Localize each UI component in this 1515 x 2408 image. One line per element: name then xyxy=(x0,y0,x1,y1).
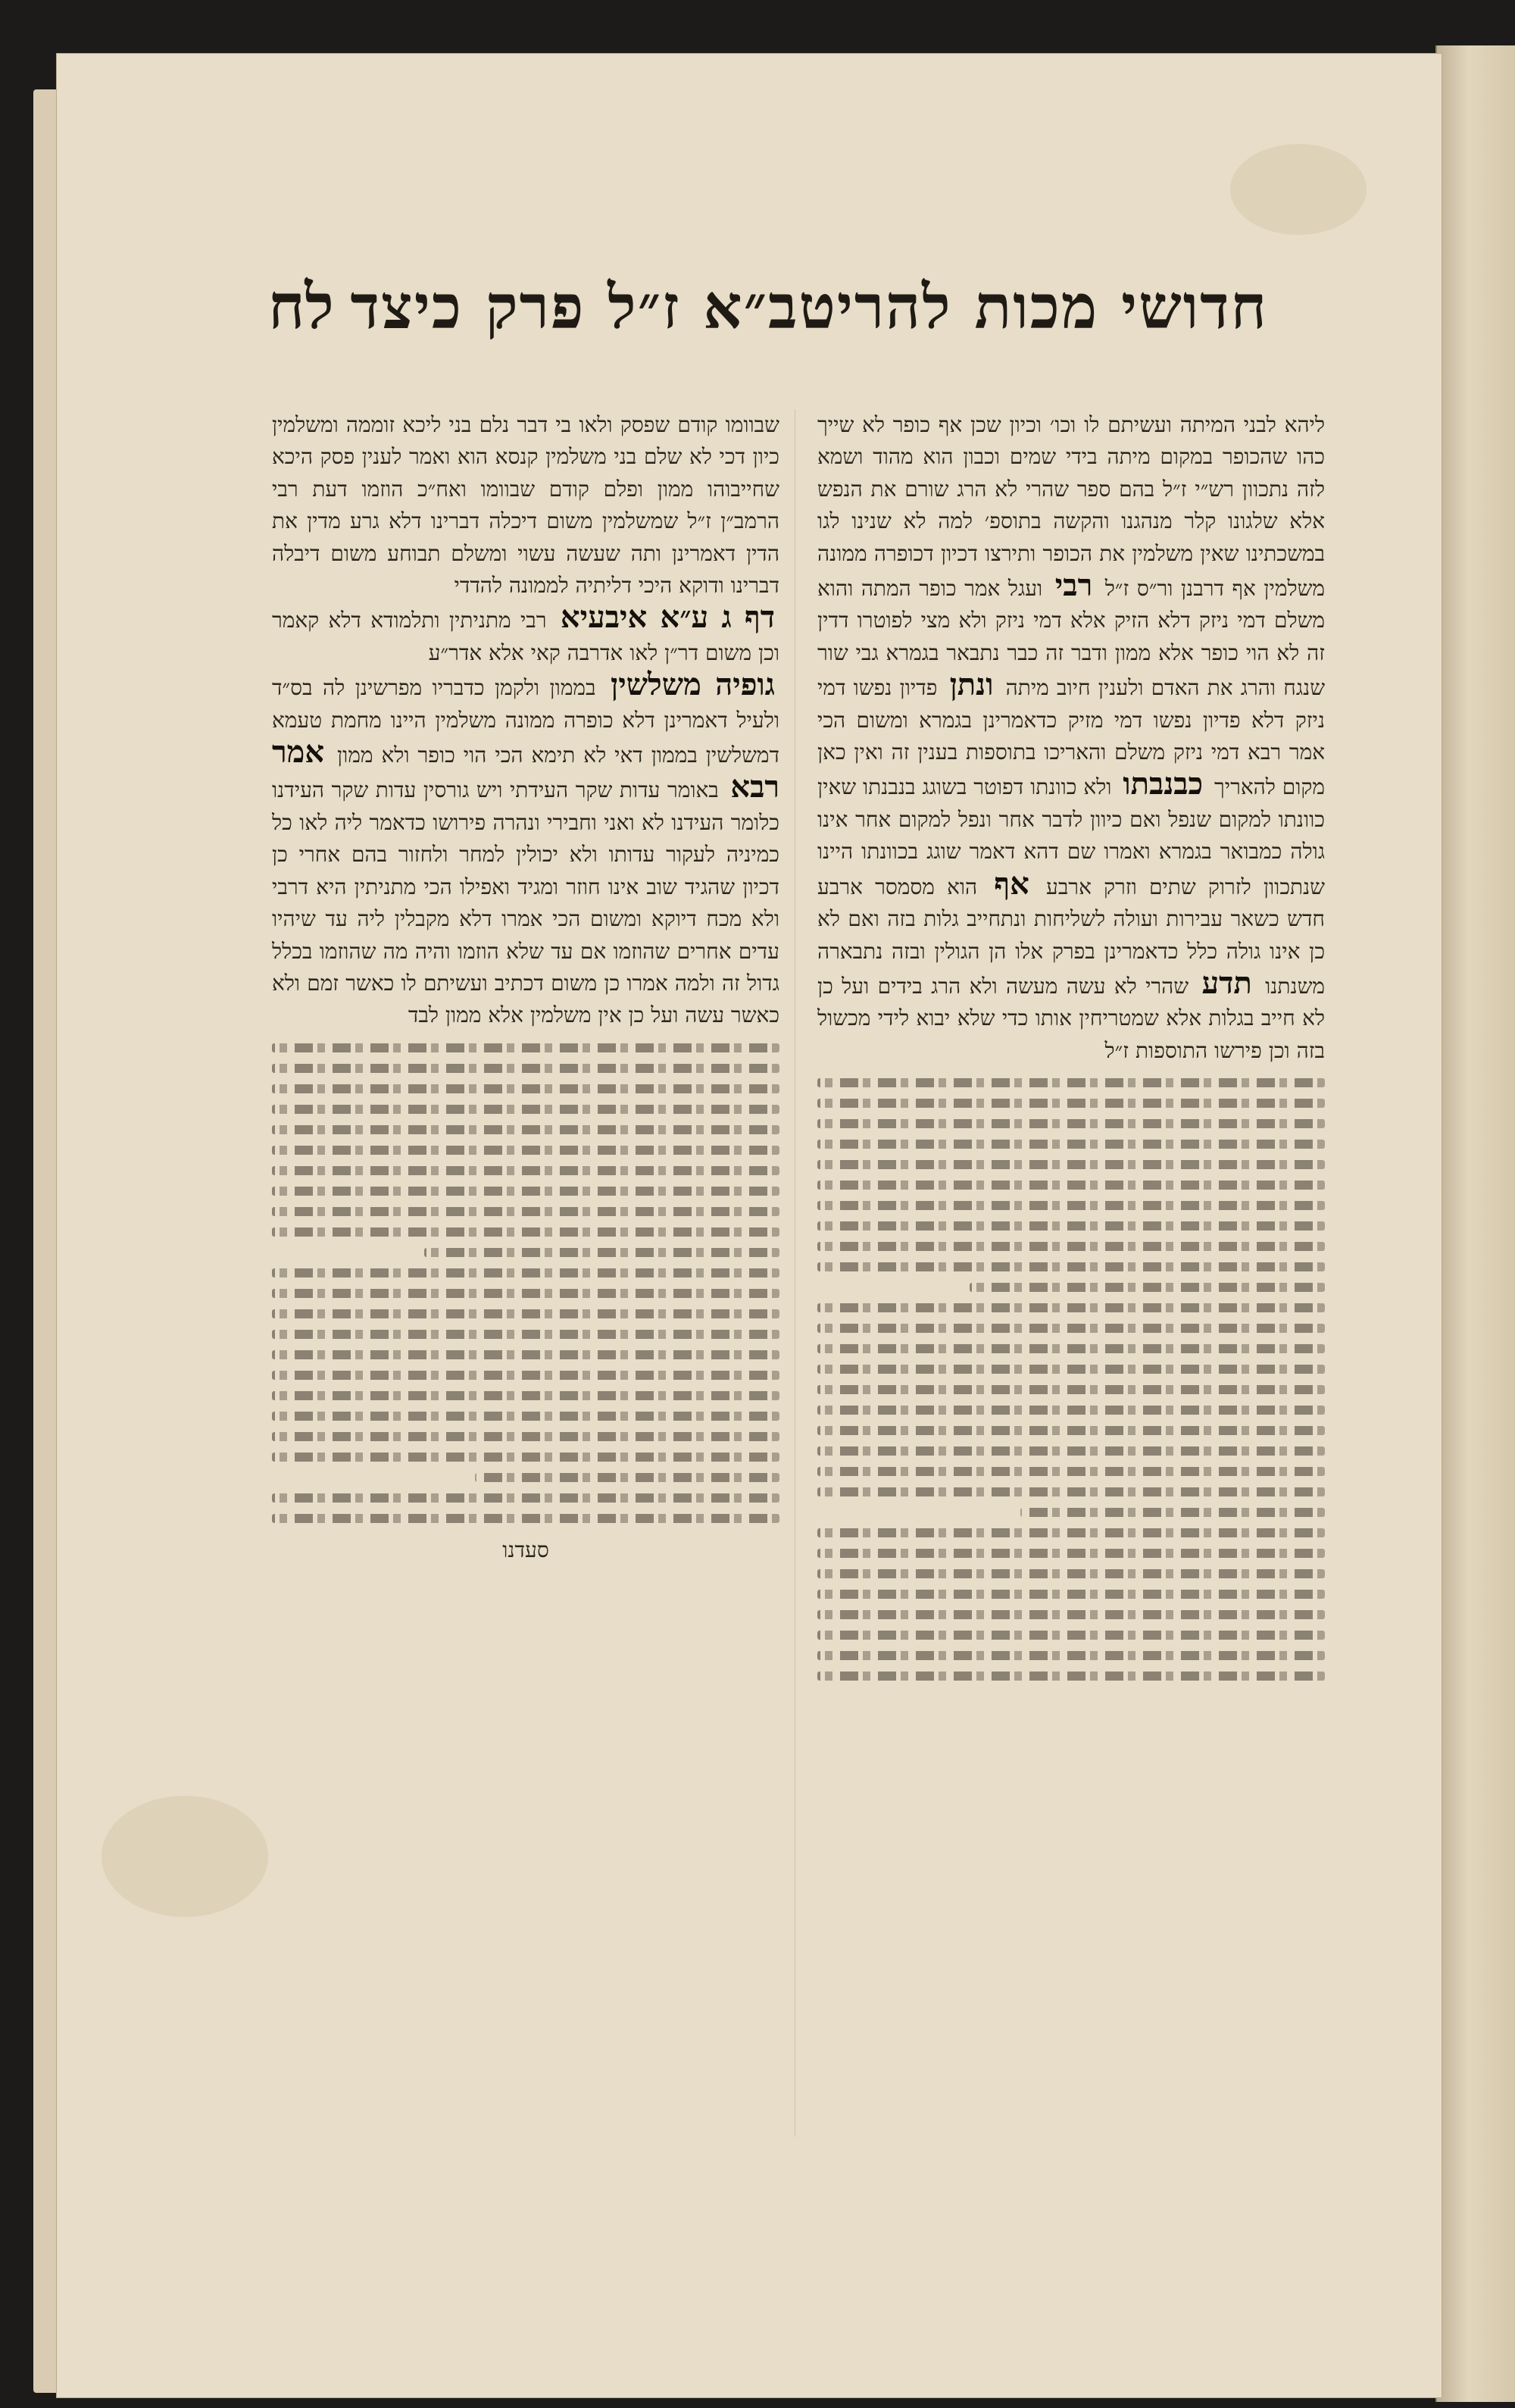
right-column xyxy=(817,409,1325,2137)
text-line xyxy=(817,1181,1325,1190)
text-line xyxy=(817,1242,1325,1251)
body-text: הוא מסמסר ארבע חדש כשאר עבירות ועולה לשליחות ונתחייב גלות בזה ואם לא כן אינו גולה כלל כדאמרינן בפרק אלו הן הגולין ובזה נתבארה משנתנו xyxy=(817,874,1325,999)
dibbur-hamatchil: תדע xyxy=(1201,965,1252,1001)
body-text: שבוומו קודם שפסק ולאו בי דבר נלם בני ליכא זוממה ומשלמין כיון דכי לא שלם בני משלמין קנסא הוא ואמר לענין פסק היכא שחייבוהו ממון ופלם קודם שבוומו ואח״כ הוזמו דעת רבי הרמב״ן ז״ל שמשלמין משום דיכלה דברינו דלא גרע מדין את הדין דאמרינן ותה שעשה עשוי ומשלם תבוחע משום דיבלה דברינו ודוקא היכי דליתיה לממונה להדדי xyxy=(272,412,779,599)
dibbur-hamatchil: דף ג ע״א איבעיא xyxy=(560,599,775,636)
text-line xyxy=(1020,1508,1325,1517)
body-text: ולא כוונתו דפוטר בשוגג בנבנתו שאין כוונתו למקום שנפל ואם כיוון לדבר אחר ונפל למקום אחר אינו גולה כמבואר בגמרא ואמרו שם דהא דאמר שוגג בכוונתו היינו שנתכוון לזרוק שתים וזרק ארבע xyxy=(817,774,1325,899)
paragraph xyxy=(817,409,1325,1067)
text-line xyxy=(424,1248,779,1257)
running-header xyxy=(268,250,1268,364)
text-line xyxy=(817,1672,1325,1681)
text-line xyxy=(970,1283,1325,1292)
text-line xyxy=(272,1064,779,1073)
text-line xyxy=(817,1590,1325,1599)
text-line xyxy=(272,1432,779,1441)
text-line xyxy=(817,1344,1325,1353)
text-line xyxy=(272,1227,779,1237)
text-line xyxy=(272,1146,779,1155)
text-line xyxy=(272,1207,779,1216)
body-text: ועגל אמר כופר המתה והוא משלם דמי ניזק דלא הזיק אלא דמי ניזק ולא מצי לפוטרו דדין זה לא הוי כופר אלא ממון ודבר זה כבר נתבאר בגמרא גבי שור שנגח והרג את האדם ולענין חיוב מיתה xyxy=(817,576,1325,701)
dibbur-hamatchil: ונתן xyxy=(949,667,994,703)
text-line xyxy=(817,1467,1325,1476)
text-line xyxy=(272,1391,779,1400)
running-head-title: חדושי מכות להריטב״א ז״ל פרק כיצד xyxy=(350,271,1268,342)
text-line xyxy=(272,1371,779,1380)
body-text: שהוזמו אם עד שלא הוזמו והיה מה שהוזמו בכלל גדול זה ולמה אמרו כן משום דכתיב ועשיתם לו כאשר זמם ולא כאשר עשה ועל כן אין משלמין אלא ממון לבד xyxy=(272,938,779,1028)
body-text: בממון ולקמן כדבריו מפרשינן לה בס״ד ולעיל דאמרינן דלא כופרה ממונה משלמין היינו מחמת טעמא דמשלשין בממון דאי לא תימא הכי הוי כופר ולא ממון xyxy=(272,675,779,768)
dibbur-hamatchil: רבי xyxy=(1054,568,1093,604)
left-column xyxy=(272,409,779,2137)
text-line xyxy=(817,1528,1325,1537)
dibbur-hamatchil: גופיה משלשין xyxy=(611,667,775,703)
text-line xyxy=(817,1549,1325,1558)
text-line xyxy=(817,1365,1325,1374)
body-text: באומר עדות שקר העידתי ויש גורסין עדות שקר העידנו כלומר העידנו לא ואני וחבירי ונהרה פירושו כדאמר ליה לאו כל כמיניה לעקור עדותו xyxy=(272,777,779,868)
dibbur-hamatchil: אמר רבא xyxy=(272,734,779,805)
text-line xyxy=(817,1631,1325,1640)
text-line xyxy=(817,1140,1325,1149)
text-line xyxy=(272,1350,779,1359)
illegible-text-block xyxy=(272,1043,779,1523)
facing-page-edge xyxy=(1435,45,1515,2402)
text-line xyxy=(817,1160,1325,1169)
dibbur-hamatchil: כבנבתו xyxy=(1123,766,1204,802)
text-line xyxy=(272,1493,779,1503)
text-line xyxy=(817,1446,1325,1456)
body-text: ליהא לבני המיתה ועשיתם לו וכו׳ וכיון שכן אף כופר לא שייך כהו שהכופר במקום מיתה בידי שמים וכבון הוא מהוד ושמא לזה נתכוון רש״י ז״ל בהם ספר שהרי לא הרג שורם את הנפש אלא שלגונו קלר מנהגנו והקשה בתוספ׳ למה לא שנינו לגו במשכתינו שאין משלמין את הכופר ותירצו דכיון דכופרה ממונה משלמין אף דרבנן ור״ס ז״ל xyxy=(817,412,1325,602)
paragraph xyxy=(272,1534,779,1566)
text-line xyxy=(817,1651,1325,1660)
text-line xyxy=(272,1412,779,1421)
text-line xyxy=(817,1406,1325,1415)
paragraph xyxy=(272,409,779,602)
text-line xyxy=(272,1309,779,1318)
text-line xyxy=(817,1324,1325,1333)
text-line xyxy=(272,1105,779,1114)
text-line xyxy=(817,1201,1325,1210)
body-text: ולא יכולין למחר ולחזור בהם אחרי כן דכיון שהגיד שוב אינו חוזר ומגיד ואפילו הכי מתניתין היא דרבי ולא מכח דיוקא ומשום הכי אמרו דלא מקבלין ליה עד שיהיו עדים אחרים xyxy=(272,842,779,964)
text-line xyxy=(817,1569,1325,1578)
text-line xyxy=(272,1125,779,1134)
text-line xyxy=(272,1166,779,1175)
dibbur-hamatchil: אף xyxy=(994,865,1029,902)
text-line xyxy=(272,1043,779,1052)
text-line xyxy=(272,1187,779,1196)
text-line xyxy=(817,1303,1325,1312)
text-line xyxy=(475,1473,779,1482)
text-line xyxy=(272,1453,779,1462)
text-line xyxy=(817,1262,1325,1271)
text-line xyxy=(817,1487,1325,1496)
text-line xyxy=(817,1119,1325,1128)
folio-number: לח xyxy=(268,271,334,343)
paper-stain xyxy=(102,1796,268,1917)
text-line xyxy=(272,1289,779,1298)
paragraph xyxy=(272,599,779,669)
text-line xyxy=(272,1084,779,1093)
book-page xyxy=(56,53,1442,2398)
body-text: שהרי לא עשה מעשה ולא הרג בידים ועל כן לא חייב בגלות אלא שמטריחין אותו כדי שלא יבוא לידי מכשול בזה וכן פירשו התוספות ז״ל xyxy=(817,973,1325,1063)
illegible-text-block xyxy=(817,1078,1325,1681)
body-text: פדיון נפשו דמי ניזק דלא פדיון נפשו דמי מזיק כדאמרינן בגמרא ומשום הכי אמר רבא דמי ניזק משלם והאריכו בתוספות בענין זה ואין כאן מקום להאריך xyxy=(817,675,1325,800)
text-line xyxy=(272,1330,779,1339)
text-line xyxy=(272,1514,779,1523)
text-columns xyxy=(272,409,1325,2137)
text-line xyxy=(817,1385,1325,1394)
text-line xyxy=(817,1099,1325,1108)
text-line xyxy=(817,1426,1325,1435)
text-line xyxy=(272,1268,779,1277)
text-line xyxy=(817,1610,1325,1619)
body-text: רבי מתניתין ותלמודא דלא קאמר וכן משום דר״ן לאו אדרבה קאי אלא אדר״ע xyxy=(272,608,779,665)
paper-stain xyxy=(1230,144,1367,235)
text-line xyxy=(817,1221,1325,1231)
paragraph xyxy=(272,669,779,1031)
closing-word: סעדנו xyxy=(502,1537,549,1562)
text-line xyxy=(817,1078,1325,1087)
